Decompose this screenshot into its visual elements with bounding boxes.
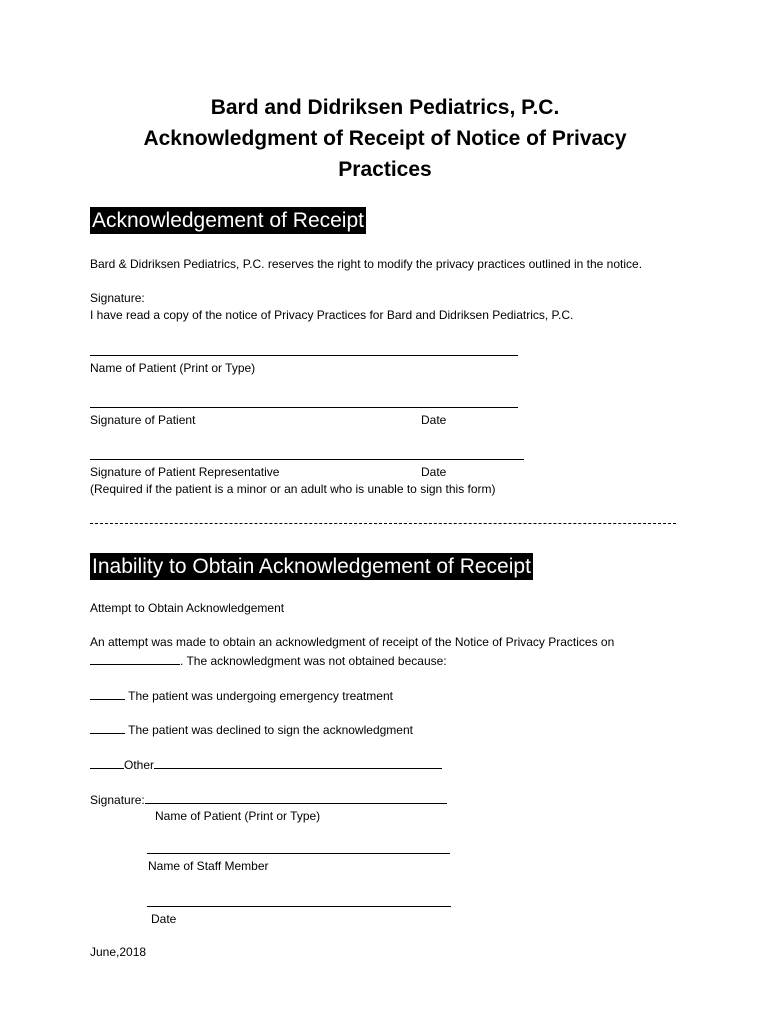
title-line-3: Practices [338, 158, 432, 181]
patient-signature-line[interactable] [90, 407, 518, 408]
rights-text: Bard & Didriksen Pediatrics, P.C. reserves the right to modify the privacy practices outlined in the notice. [90, 257, 643, 271]
attempt-date-blank[interactable] [90, 652, 180, 665]
representative-note: (Required if the patient is a minor or an adult who is unable to sign this form) [90, 482, 496, 496]
reason-other-row [90, 756, 442, 773]
staff-signature-label: Signature: [90, 793, 145, 807]
patient-name-line[interactable] [90, 355, 518, 356]
staff-signature-row [90, 791, 447, 808]
representative-signature-label: Signature of Patient Representative [90, 465, 280, 479]
attempt-reason-text: . The acknowledgment was not obtained because: [180, 654, 447, 668]
staff-name-label: Name of Staff Member [148, 859, 269, 873]
section-heading-acknowledgement: Acknowledgement of Receipt [92, 209, 364, 232]
staff-name-line[interactable] [147, 853, 450, 854]
reason-other-label: Other [124, 758, 155, 772]
attempt-text: An attempt was made to obtain an acknowledgment of receipt of the Notice of Privacy Practices on [90, 635, 615, 649]
staff-date-line[interactable] [147, 906, 451, 907]
footer-date: June,2018 [90, 945, 147, 959]
reason-declined-check-blank[interactable] [90, 721, 125, 734]
separator-dashed-line [90, 523, 676, 524]
reason-declined-label: The patient was declined to sign the acknowledgment [128, 723, 413, 737]
reason-other-blank[interactable] [154, 756, 442, 769]
patient-name-label: Name of Patient (Print or Type) [90, 361, 256, 375]
reason-other-check-blank[interactable] [90, 756, 124, 769]
section-heading-inability: Inability to Obtain Acknowledgement of Receipt [92, 555, 531, 578]
staff-signature-blank[interactable] [145, 791, 447, 804]
title-line-2: Acknowledgment of Receipt of Notice of Privacy [143, 127, 627, 150]
staff-date-label: Date [151, 912, 177, 926]
attempt-label: Attempt to Obtain Acknowledgement [90, 601, 285, 615]
attempt-date-row [90, 652, 447, 669]
patient-signature-label: Signature of Patient [90, 413, 196, 427]
patient-name-label-2: Name of Patient (Print or Type) [155, 809, 321, 823]
date-label: Date [421, 465, 447, 479]
document-title [0, 92, 770, 185]
reason-declined-row [90, 721, 413, 738]
acknowledgement-statement: I have read a copy of the notice of Privacy Practices for Bard and Didriksen Pediatrics, P.C. [90, 308, 574, 322]
reason-emergency-label: The patient was undergoing emergency treatment [128, 689, 393, 703]
reason-emergency-row [90, 687, 393, 704]
title-line-1: Bard and Didriksen Pediatrics, P.C. [210, 96, 560, 119]
representative-signature-line[interactable] [90, 459, 524, 460]
date-label: Date [421, 413, 447, 427]
signature-label: Signature: [90, 291, 145, 305]
reason-emergency-check-blank[interactable] [90, 687, 125, 700]
